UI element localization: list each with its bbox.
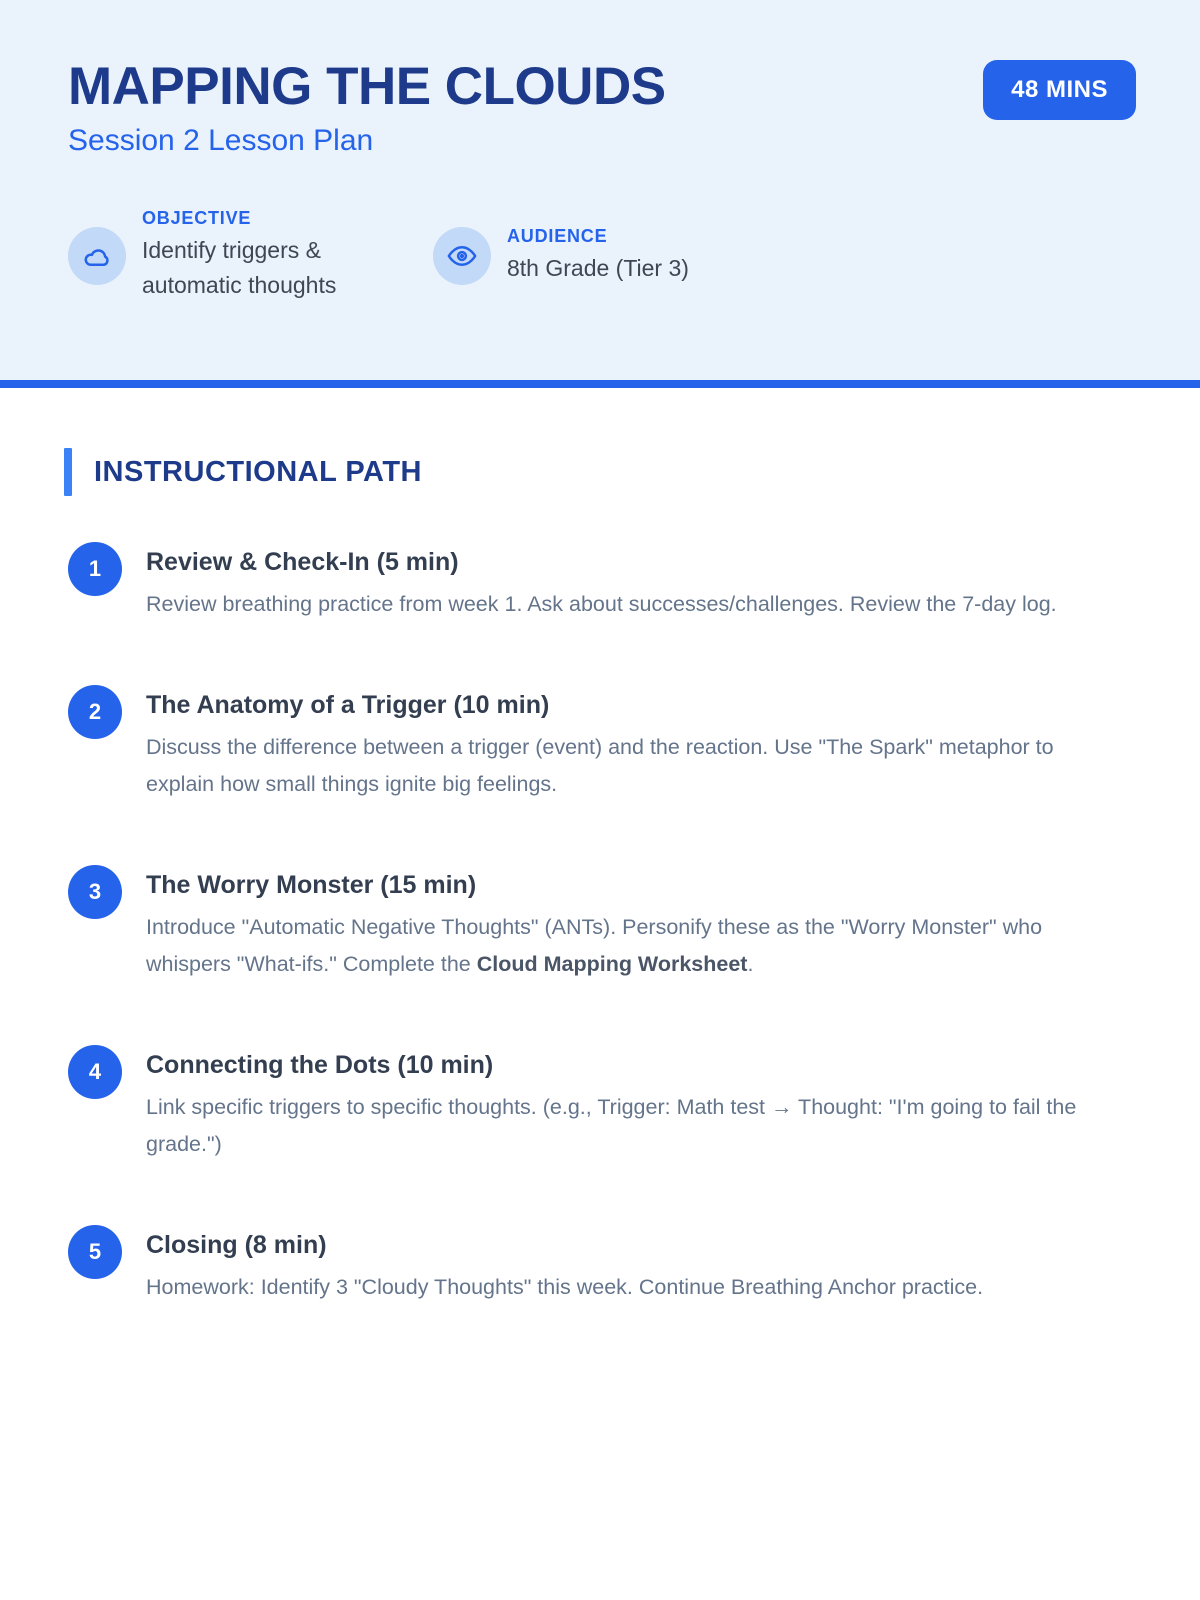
title-block xyxy=(68,58,666,158)
step-title: The Anatomy of a Trigger (10 min) xyxy=(146,691,550,719)
eye-icon xyxy=(433,227,491,285)
audience-block xyxy=(433,208,689,303)
step-item xyxy=(68,1045,1136,1163)
cloud-icon xyxy=(68,227,126,285)
step-description: Review breathing practice from week 1. Ask about successes/challenges. Review the 7-day log. xyxy=(146,592,1057,616)
audience-value: 8th Grade (Tier 3) xyxy=(507,254,689,281)
step-item xyxy=(68,1225,1136,1306)
page-subtitle: Session 2 Lesson Plan xyxy=(68,124,374,158)
instructional-steps-list xyxy=(64,542,1136,1306)
step-content xyxy=(146,1045,1121,1163)
step-number-badge: 4 xyxy=(68,1045,122,1099)
step-title: Connecting the Dots (10 min) xyxy=(146,1051,494,1079)
step-content xyxy=(146,865,1121,983)
step-description: Homework: Identify 3 "Cloudy Thoughts" this week. Continue Breathing Anchor practice. xyxy=(146,1275,984,1299)
lesson-plan-body xyxy=(0,388,1200,1306)
lesson-plan-header xyxy=(0,0,1200,388)
step-item xyxy=(68,542,1136,623)
step-description: Introduce "Automatic Negative Thoughts" (ANTs). Personify these as the "Worry Monster" who whispers "What-ifs." Complete the Cloud Mapping Worksheet. xyxy=(146,915,1043,976)
step-title: Review & Check-In (5 min) xyxy=(146,548,459,576)
step-number-badge: 2 xyxy=(68,685,122,739)
step-item xyxy=(68,685,1136,803)
section-header xyxy=(64,448,1136,496)
step-number-badge: 3 xyxy=(68,865,122,919)
step-title: Closing (8 min) xyxy=(146,1231,327,1259)
objective-label: OBJECTIVE xyxy=(142,208,252,229)
section-accent-bar xyxy=(64,448,72,496)
step-content xyxy=(146,542,1057,623)
objective-text-block xyxy=(142,208,372,303)
step-number-badge: 1 xyxy=(68,542,122,596)
page-title: MAPPING THE CLOUDS xyxy=(68,57,666,116)
objective-value: Identify triggers & automatic thoughts xyxy=(142,237,337,299)
step-description: Link specific triggers to specific thoughts. (e.g., Trigger: Math test → Thought: "I'm going to fail the grade.") xyxy=(146,1095,1077,1156)
header-top-row xyxy=(68,58,1136,158)
step-description: Discuss the difference between a trigger (event) and the reaction. Use "The Spark" metaphor to explain how small things ignite big feelings. xyxy=(146,735,1054,796)
step-content xyxy=(146,1225,983,1306)
duration-badge: 48 MINS xyxy=(983,60,1136,120)
step-title: The Worry Monster (15 min) xyxy=(146,871,477,899)
audience-label: AUDIENCE xyxy=(507,225,608,246)
section-title: INSTRUCTIONAL PATH xyxy=(94,455,422,488)
objective-block xyxy=(68,208,433,303)
header-meta-row xyxy=(68,208,1136,303)
step-content xyxy=(146,685,1121,803)
step-item xyxy=(68,865,1136,983)
step-number-badge: 5 xyxy=(68,1225,122,1279)
audience-text-block xyxy=(507,226,689,286)
